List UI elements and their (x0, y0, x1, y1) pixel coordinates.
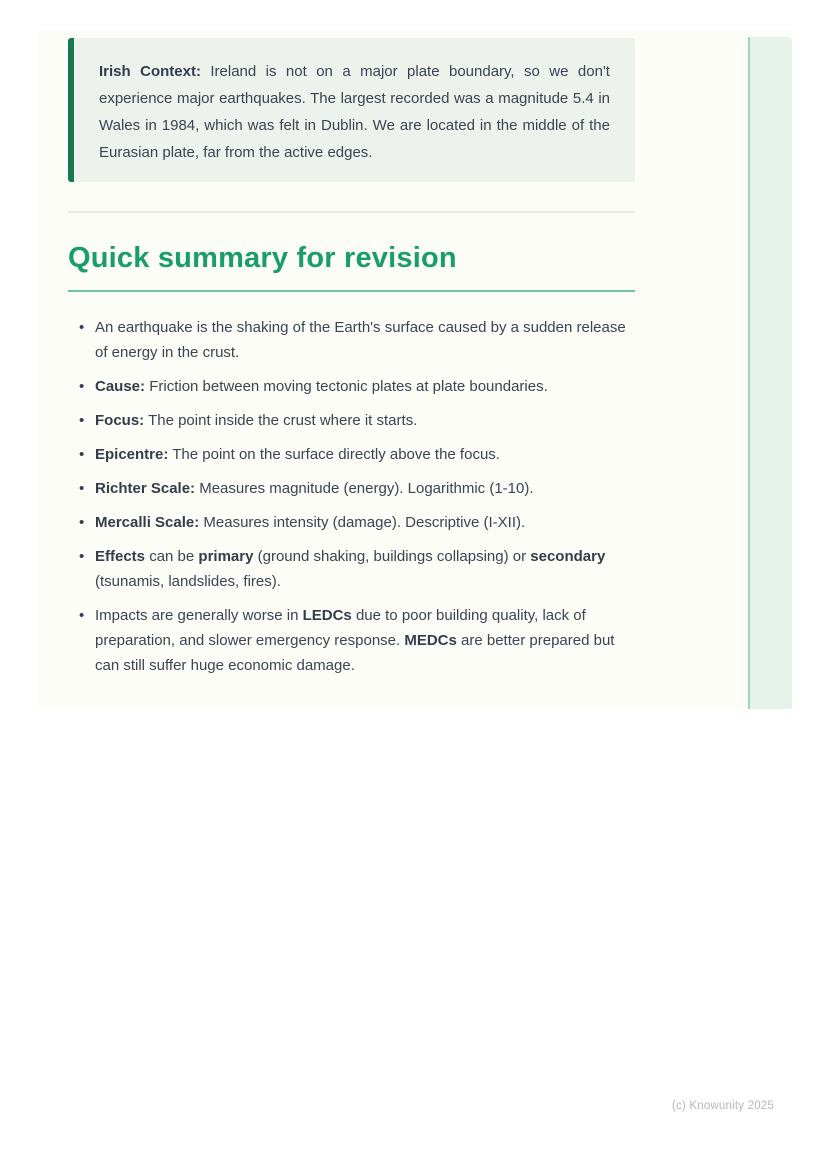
summary-list-item (68, 476, 635, 501)
summary-item-text: Cause: Friction between moving tectonic plates at plate boundaries. (95, 378, 548, 395)
summary-item-text: Epicentre: The point on the surface directly above the focus. (95, 446, 500, 463)
bullet-icon: • (79, 446, 85, 463)
summary-list (68, 315, 635, 678)
page-edge-decoration-bar (748, 37, 792, 709)
summary-list-item (68, 603, 635, 678)
summary-list-item (68, 374, 635, 399)
summary-list-item (68, 510, 635, 535)
content-card (38, 30, 792, 709)
summary-item-text: Impacts are generally worse in LEDCs due to poor building quality, lack of preparation, and slower emergency response. MEDCs are better prepared but can still suffer huge economic damage. (95, 607, 615, 674)
summary-item-text: Mercalli Scale: Measures intensity (damage). Descriptive (I-XII). (95, 514, 526, 531)
summary-list-item (68, 408, 635, 433)
section-divider (68, 211, 635, 213)
summary-item-text: Effects can be primary (ground shaking, buildings collapsing) or secondary (tsunamis, landslides, fires). (95, 548, 606, 590)
summary-item-text: Focus: The point inside the crust where it starts. (95, 412, 418, 429)
summary-list-item (68, 315, 635, 365)
bullet-icon: • (79, 548, 85, 565)
bullet-icon: • (79, 607, 85, 624)
bullet-icon: • (79, 412, 85, 429)
summary-list-item (68, 544, 635, 594)
callout-text: Irish Context: Ireland is not on a major plate boundary, so we don't experience major earthquakes. The largest recorded was a magnitude 5.4 in Wales in 1984, which was felt in Dublin. We are located in the middle of the Eurasian plate, far from the active edges. (99, 63, 610, 161)
copyright-footer: (c) Knowunity 2025 (671, 1100, 774, 1112)
summary-list-item (68, 442, 635, 467)
bullet-icon: • (79, 480, 85, 497)
bullet-icon: • (79, 319, 85, 336)
summary-item-text: An earthquake is the shaking of the Earth's surface caused by a sudden release of energy in the crust. (95, 319, 626, 361)
irish-context-callout (68, 38, 635, 182)
summary-item-text: Richter Scale: Measures magnitude (energy). Logarithmic (1-10). (95, 480, 534, 497)
content-column (68, 30, 635, 687)
bullet-icon: • (79, 514, 85, 531)
bullet-icon: • (79, 378, 85, 395)
section-title: Quick summary for revision (68, 239, 635, 292)
